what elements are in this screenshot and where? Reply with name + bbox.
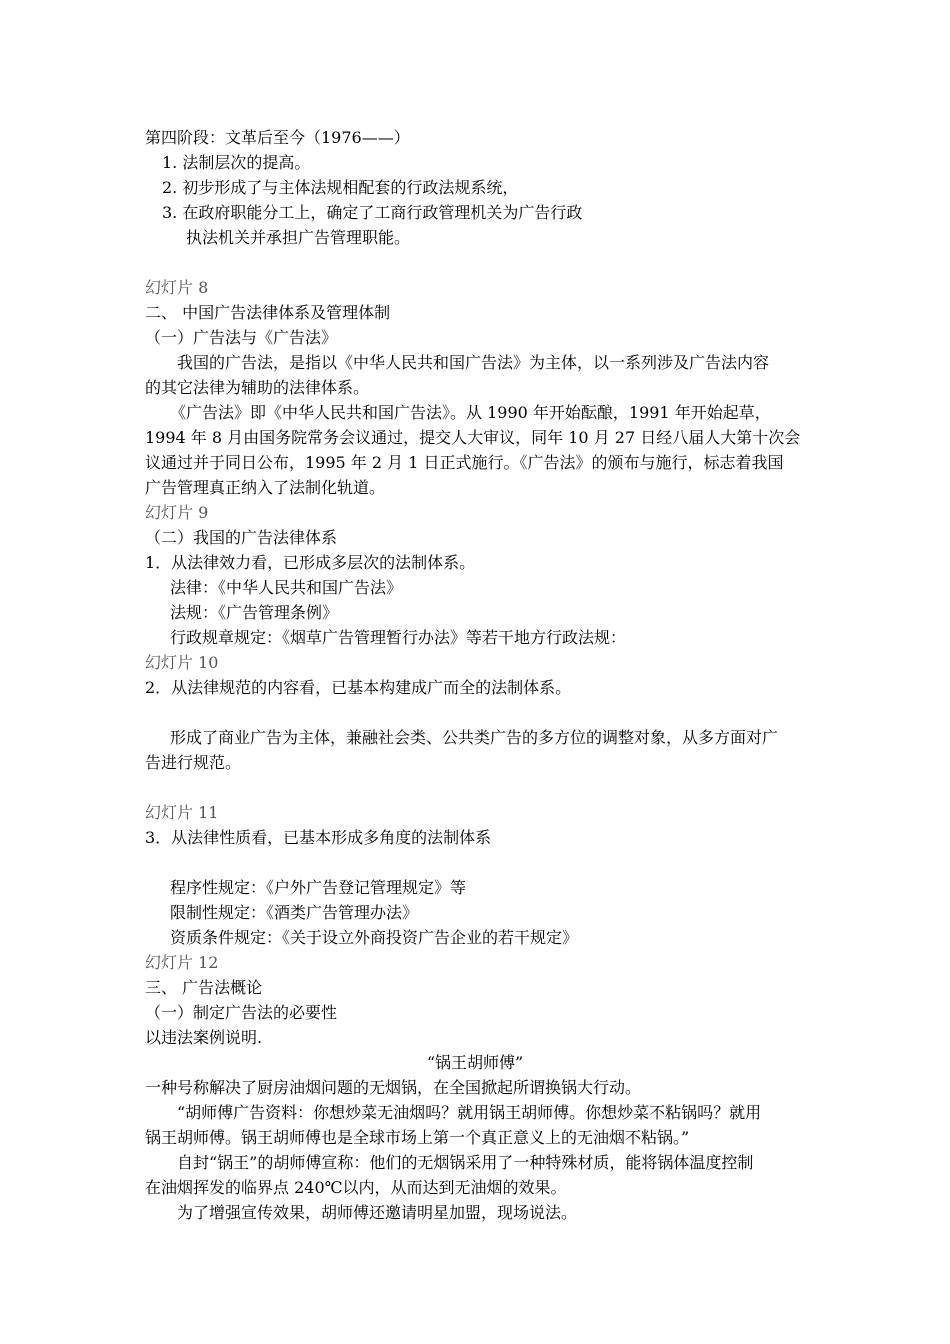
- paragraph-line: 《广告法》即《中华人民共和国广告法》。从 1990 年开始酝酿，1991 年开始起草，: [170, 403, 771, 422]
- paragraph-line: 的其它法律为辅助的法律体系。: [145, 378, 370, 397]
- paragraph-line: 锅王胡师傅。锅王胡师傅也是全球市场上第一个真正意义上的无油烟不粘锅。”: [145, 1128, 690, 1147]
- slide-label: 幻灯片 12: [145, 953, 219, 972]
- law-item: 程序性规定：《户外广告登记管理规定》等: [170, 878, 467, 897]
- list-item: 1. 法制层次的提高。: [162, 153, 311, 172]
- slide-label: 幻灯片 9: [145, 503, 209, 522]
- numbered-point: 3．从法律性质看，已基本形成多角度的法制体系: [145, 828, 492, 847]
- slide-label: 幻灯片 8: [145, 278, 209, 297]
- paragraph-line: 告进行规范。: [145, 753, 242, 772]
- paragraph-line: 议通过并于同日公布，1995 年 2 月 1 日正式施行。《广告法》的颁布与施行，标志着我国: [145, 453, 784, 472]
- paragraph-line: 以违法案例说明.: [145, 1028, 263, 1047]
- law-item: 法规：《广告管理条例》: [170, 603, 339, 622]
- paragraph-line: “胡师傅广告资料：你想炒菜无油烟吗？就用锅王胡师傅。你想炒菜不粘锅吗？就用: [177, 1103, 762, 1122]
- numbered-point: 2．从法律规范的内容看，已基本构建成广而全的法制体系。: [145, 678, 572, 697]
- stage-heading: 第四阶段：文革后至今（1976——）: [145, 128, 410, 147]
- slide-label: 幻灯片 10: [145, 653, 219, 672]
- paragraph-line: 一种号称解决了厨房油烟问题的无烟锅，在全国掀起所谓换锅大行动。: [145, 1078, 642, 1097]
- subsection-heading: （一）制定广告法的必要性: [145, 1003, 338, 1022]
- slide-label: 幻灯片 11: [145, 803, 219, 822]
- subsection-heading: （二）我国的广告法律体系: [145, 528, 338, 547]
- law-item: 资质条件规定：《关于设立外商投资广告企业的若干规定》: [170, 928, 579, 947]
- section-heading: 二、 中国广告法律体系及管理体制: [145, 303, 391, 322]
- law-item: 行政规章规定：《烟草广告管理暂行办法》等若干地方行政法规：: [170, 628, 627, 647]
- paragraph-line: 广告管理真正纳入了法制化轨道。: [145, 478, 386, 497]
- law-item: 法律：《中华人民共和国广告法》: [170, 578, 403, 597]
- list-item: 2. 初步形成了与主体法规相配套的行政法规系统，: [162, 178, 519, 197]
- section-heading: 三、 广告法概论: [145, 978, 263, 997]
- list-item: 3. 在政府职能分工上，确定了工商行政管理机关为广告行政: [162, 203, 583, 222]
- paragraph-line: 自封“锅王”的胡师傅宣称：他们的无烟锅采用了一种特殊材质，能将锅体温度控制: [177, 1153, 754, 1172]
- law-item: 限制性规定：《酒类广告管理办法》: [170, 903, 419, 922]
- paragraph-line: 在油烟挥发的临界点 240℃以内，从而达到无油烟的效果。: [145, 1178, 567, 1197]
- paragraph-line: 我国的广告法，是指以《中华人民共和国广告法》为主体，以一系列涉及广告法内容: [177, 353, 770, 372]
- list-item-continuation: 执法机关并承担广告管理职能。: [186, 228, 411, 247]
- case-title: “锅王胡师傅”: [426, 1053, 524, 1072]
- paragraph-line: 形成了商业广告为主体，兼融社会类、公共类广告的多方位的调整对象，从多方面对广: [170, 728, 779, 747]
- paragraph-line: 为了增强宣传效果，胡师傅还邀请明星加盟，现场说法。: [177, 1203, 578, 1222]
- numbered-point: 1．从法律效力看，已形成多层次的法制体系。: [145, 553, 476, 572]
- subsection-heading: （一）广告法与《广告法》: [145, 328, 338, 347]
- paragraph-line: 1994 年 8 月由国务院常务会议通过，提交人大审议，同年 10 月 27 日经八届人大第十次会: [145, 428, 801, 447]
